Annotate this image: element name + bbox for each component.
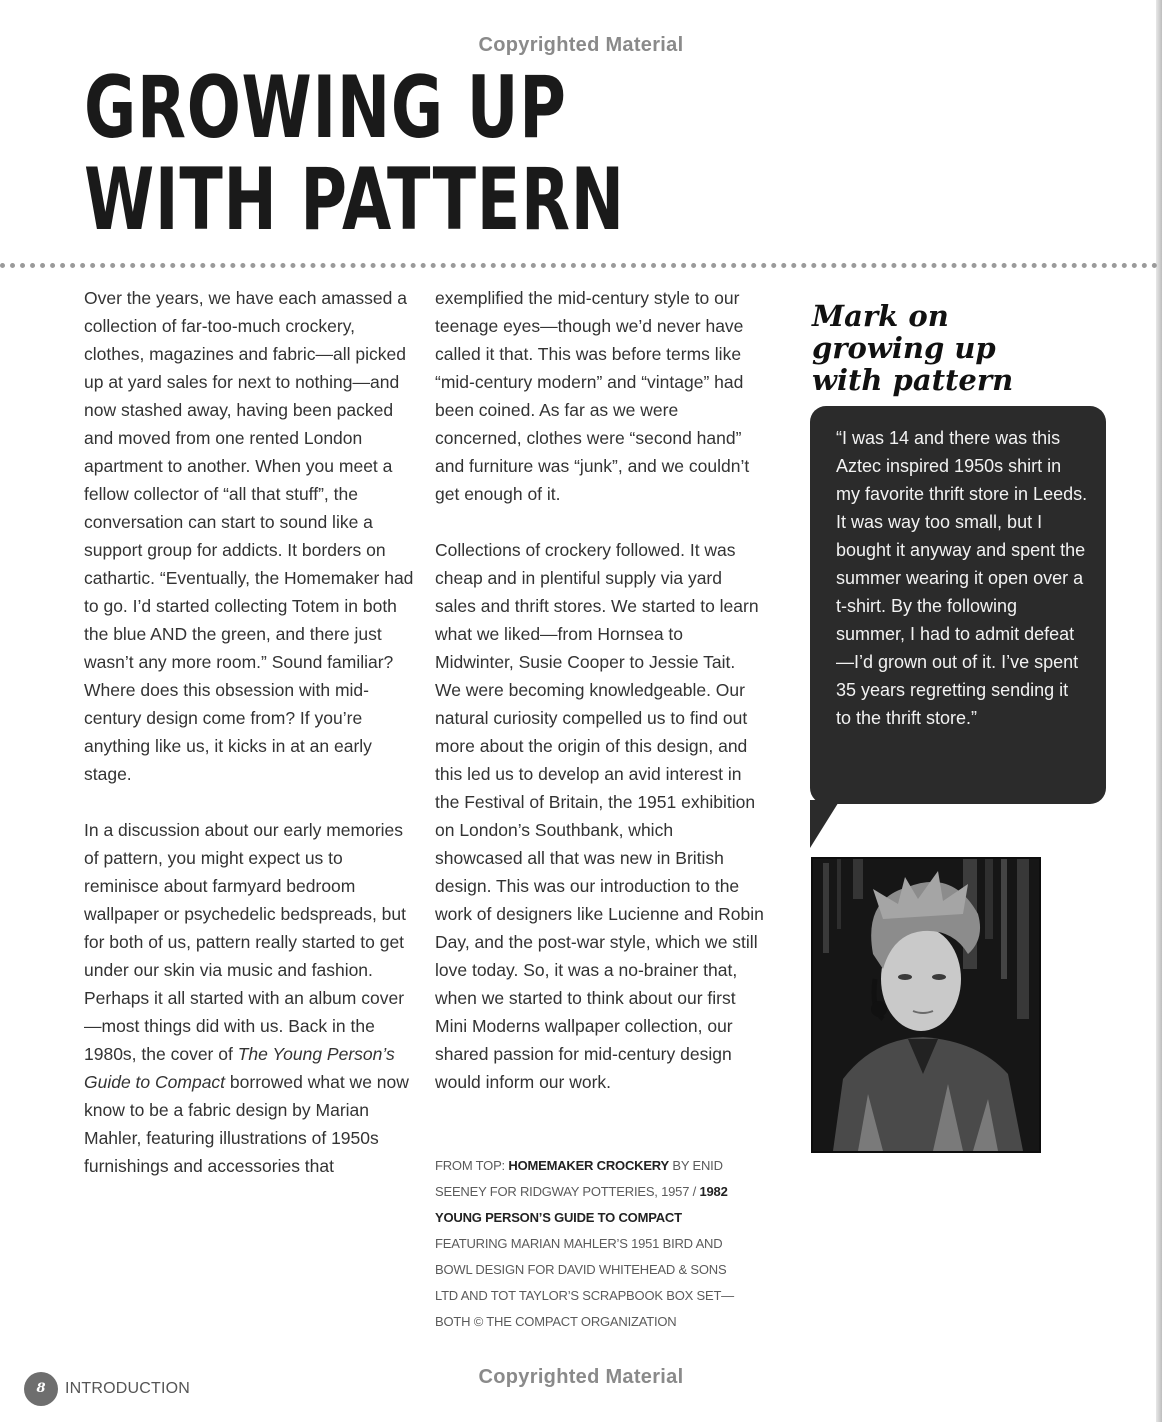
column-1-paragraph-1: Over the years, we have each amassed a collection of far-too-much crockery, clothes, magazines and fabric—all picked up at yard sales for next to nothing—and now stashed away, having been packed and moved from one rented London apartment to another. When you meet a fellow collector of “all that stuff”, the conversation can start to sound like a support group for addicts. It borders on cathartic. “Eventually, the Homemaker had to go. I’d started collecting Totem in both the blue AND the green, and there just wasn’t any more room.” Sound familiar? Where does this obsession with mid-century design come from? If you’re anything like us, it kicks in at an early stage. [84,288,414,784]
headline-line-1: GROWING UP [84,58,567,158]
sidebar-title-line: growing up [812,331,996,365]
quote-text: “I was 14 and there was this Aztec inspired 1950s shirt in my favorite thrift store in Leeds. It was way too small, but I bought it anyway and spent the summer wearing it open over a t-shirt. By the following summer, I had to admit defeat—I’d grown out of it. I’ve spent 35 years regretting sending it to the thrift store.” [836,428,1088,728]
caption-text: FEATURING MARIAN MAHLER’S 1951 BIRD AND BOWL DESIGN FOR DAVID WHITEHEAD & SONS LTD AND TOT TAYLOR’S SCRAPBOOK BOX SET—BOTH © THE COMPACT ORGANIZATION [435,1236,734,1329]
headline-line-2: WITH PATTERN [84,150,625,250]
sidebar-title [812,300,1013,396]
caption-bold: HOMEMAKER CROCKERY [508,1158,669,1173]
image-caption [435,1153,745,1335]
portrait-photo [811,857,1041,1153]
caption-text: FROM TOP: [435,1158,509,1173]
copyright-watermark-top: Copyrighted Material [478,34,684,56]
page-edge-shadow [1156,0,1162,1422]
album-title-italic: The Young Person’s Guide to Compact [84,1044,395,1092]
page-headline [84,58,625,250]
body-column-2 [435,284,765,1124]
copyright-watermark-bottom: Copyrighted Material [478,1366,684,1388]
dotted-divider [0,263,1158,268]
portrait-photo-illustration [813,859,1039,1151]
speech-bubble-tail [810,800,840,848]
page-number-badge: 8 [24,1372,58,1406]
paragraph-text: In a discussion about our early memories of pattern, you might expect us to reminisce about farmyard bedroom wallpaper or psychedelic bedspreads, but for both of us, pattern really started to get under our skin via music and fashion. Perhaps it all started with an album cover—most things did with us. Back in the 1980s, the cover of [84,820,406,1064]
sidebar-title-line: with pattern [812,363,1014,397]
column-2-paragraph-1: exemplified the mid-century style to our teenage eyes—though we’d never have called it that. This was before terms like “mid-century modern” and “vintage” had been coined. As far as we were concerned, clothes were “second hand” and furniture was “junk”, and we couldn’t get enough of it. [435,288,750,504]
caption-bold: 1982 YOUNG PERSON’S GUIDE TO COMPACT [435,1184,728,1225]
quote-speech-bubble [810,406,1106,804]
column-2-paragraph-2: Collections of crockery followed. It was cheap and in plentiful supply via yard sales and thrift stores. We started to learn what we liked—from Hornsea to Midwinter, Susie Cooper to Jessie Tait. We were becoming knowledgeable. Our natural curiosity compelled us to find out more about the origin of this design, and this led us to develop an avid interest in the Festival of Britain, the 1951 exhibition on London’s Southbank, which showcased all that was new in British design. This was our introduction to the work of designers like Lucienne and Robin Day, and the post-war style, which we still love today. So, it was a no-brainer that, when we started to think about our first Mini Moderns wallpaper collection, our shared passion for mid-century design would inform our work. [435,540,764,1092]
sidebar-title-line: Mark on [812,299,949,333]
caption-text: BY ENID SEENEY FOR RIDGWAY POTTERIES, 1957 / [435,1158,723,1199]
paragraph-text: borrowed what we now know to be a fabric design by Marian Mahler, featuring illustrations of 1950s furnishings and accessories that [84,1072,409,1176]
column-1-paragraph-2 [84,816,414,1180]
body-column-1 [84,284,414,1208]
section-label: INTRODUCTION [65,1380,191,1397]
